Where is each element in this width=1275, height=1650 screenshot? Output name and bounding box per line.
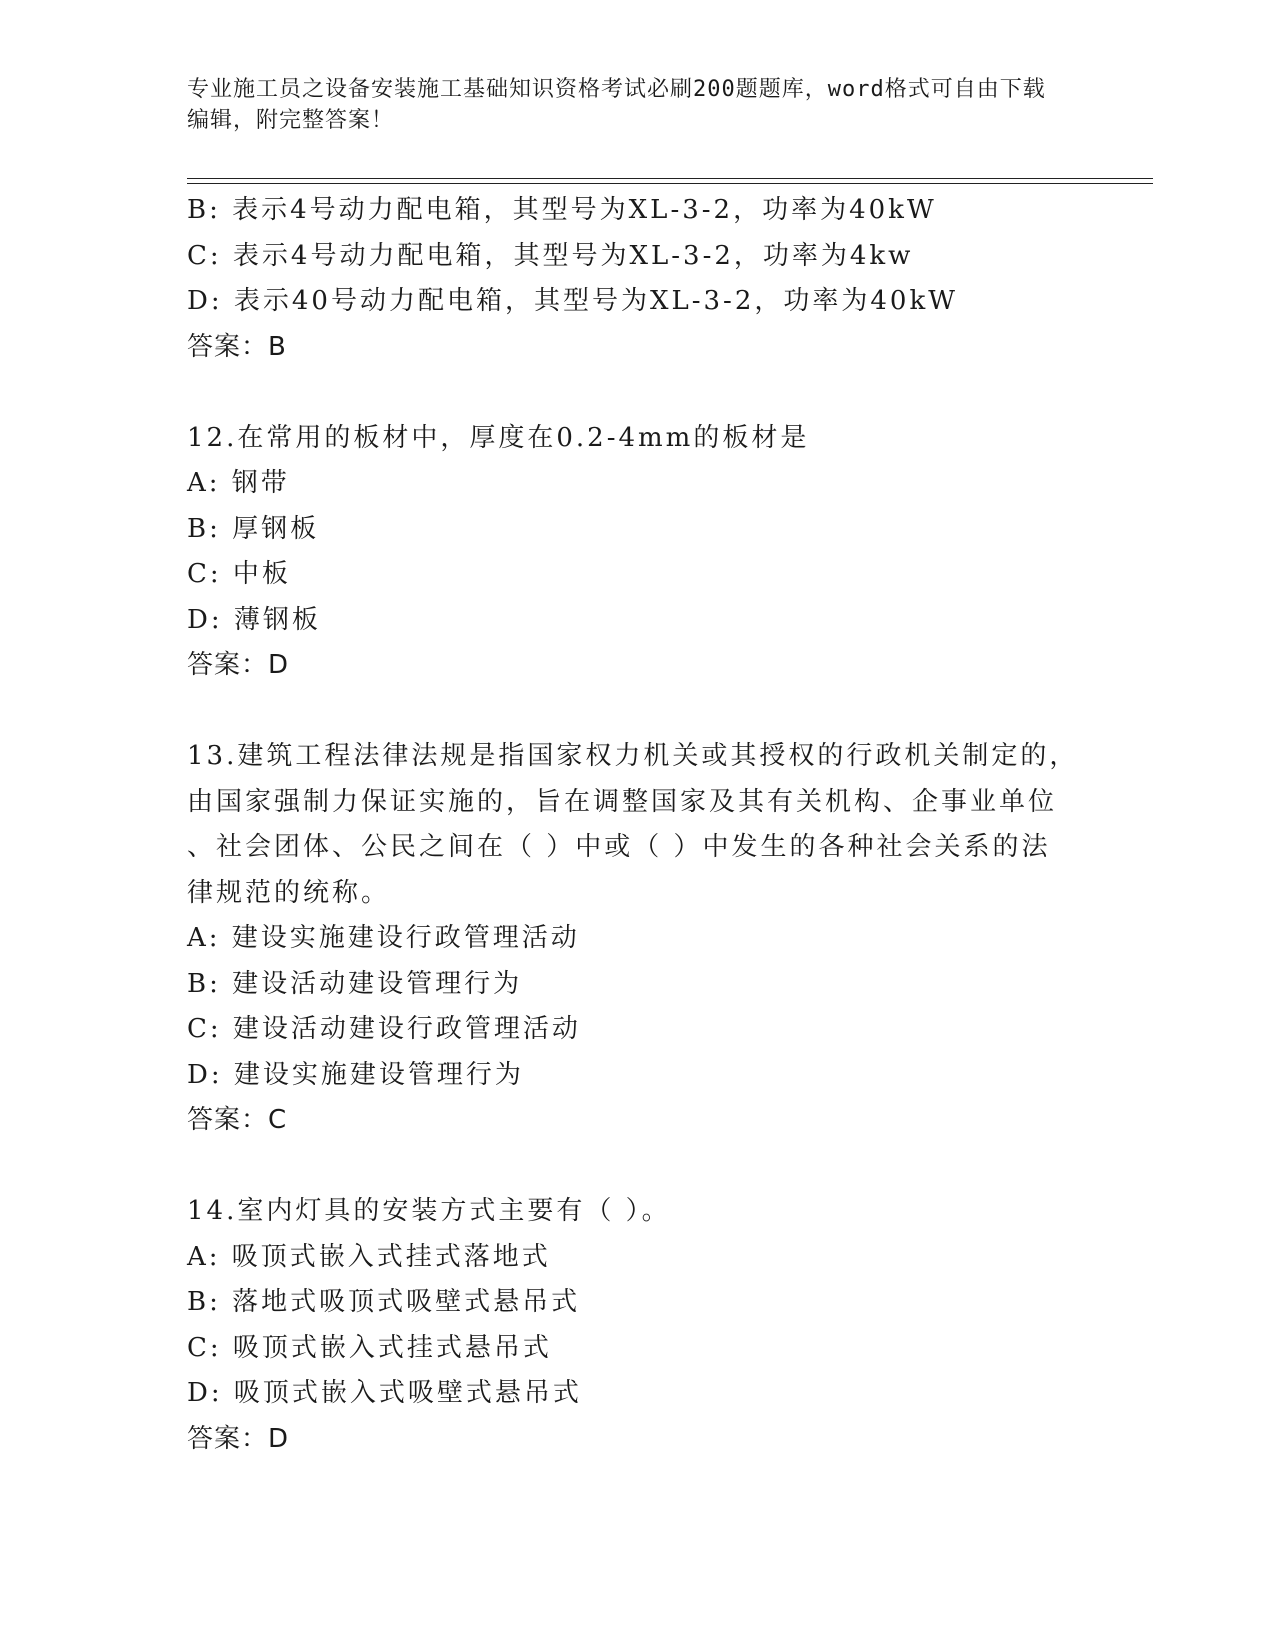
header-divider-top (187, 178, 1153, 179)
question-13 (187, 734, 1087, 1144)
option-d: D: 表示40号动力配电箱，其型号为XL-3-2，功率为40kW (187, 286, 958, 316)
document-header: 专业施工员之设备安装施工基础知识资格考试必刷200题题库，word格式可自由下载编辑，附完整答案！ (187, 77, 1046, 133)
question-stem-line: 律规范的统称。 (187, 877, 391, 908)
option-c: C: 表示4号动力配电箱，其型号为XL-3-2，功率为4kw (187, 240, 914, 271)
question-stem-line: 、社会团体、公民之间在（ ）中或（ ）中发生的各种社会关系的法 (187, 832, 1051, 862)
option-c: C: 建设活动建设行政管理活动 (187, 1014, 581, 1044)
question-stem: 12.在常用的板材中，厚度在0.2-4mm的板材是 (187, 422, 810, 453)
question-12 (187, 416, 1087, 689)
header-divider-bottom (187, 183, 1153, 184)
option-a: A: 吸顶式嵌入式挂式落地式 (187, 1241, 551, 1272)
option-b: B: 建设活动建设管理行为 (187, 968, 523, 999)
option-a: A: 钢带 (187, 468, 290, 498)
spacer (187, 370, 1087, 416)
option-b: B: 厚钢板 (187, 513, 320, 544)
question-stem: 14.室内灯具的安装方式主要有（ ）。 (187, 1196, 671, 1226)
spacer (187, 1144, 1087, 1190)
question-list (187, 188, 1087, 1462)
option-c: C: 吸顶式嵌入式挂式悬吊式 (187, 1332, 552, 1363)
option-d: D: 吸顶式嵌入式吸壁式悬吊式 (187, 1378, 582, 1408)
option-b: B: 表示4号动力配电箱，其型号为XL-3-2，功率为40kW (187, 195, 937, 225)
question-11-tail (187, 188, 1087, 370)
option-b: B: 落地式吸顶式吸壁式悬吊式 (187, 1287, 581, 1317)
option-d: D: 薄钢板 (187, 604, 321, 635)
answer: 答案：C (187, 1105, 288, 1135)
question-stem-line: 13.建筑工程法律法规是指国家权力机关或其授权的行政机关制定的， (187, 741, 1079, 771)
answer: 答案：B (187, 331, 287, 362)
question-14 (187, 1189, 1087, 1462)
spacer (187, 689, 1087, 735)
option-a: A: 建设实施建设行政管理活动 (187, 923, 580, 953)
question-stem-line: 由国家强制力保证实施的，旨在调整国家及其有关机构、企事业单位 (187, 786, 1058, 817)
answer: 答案：D (187, 1423, 290, 1454)
option-d: D: 建设实施建设管理行为 (187, 1059, 524, 1090)
option-c: C: 中板 (187, 559, 291, 589)
answer: 答案：D (187, 650, 290, 680)
